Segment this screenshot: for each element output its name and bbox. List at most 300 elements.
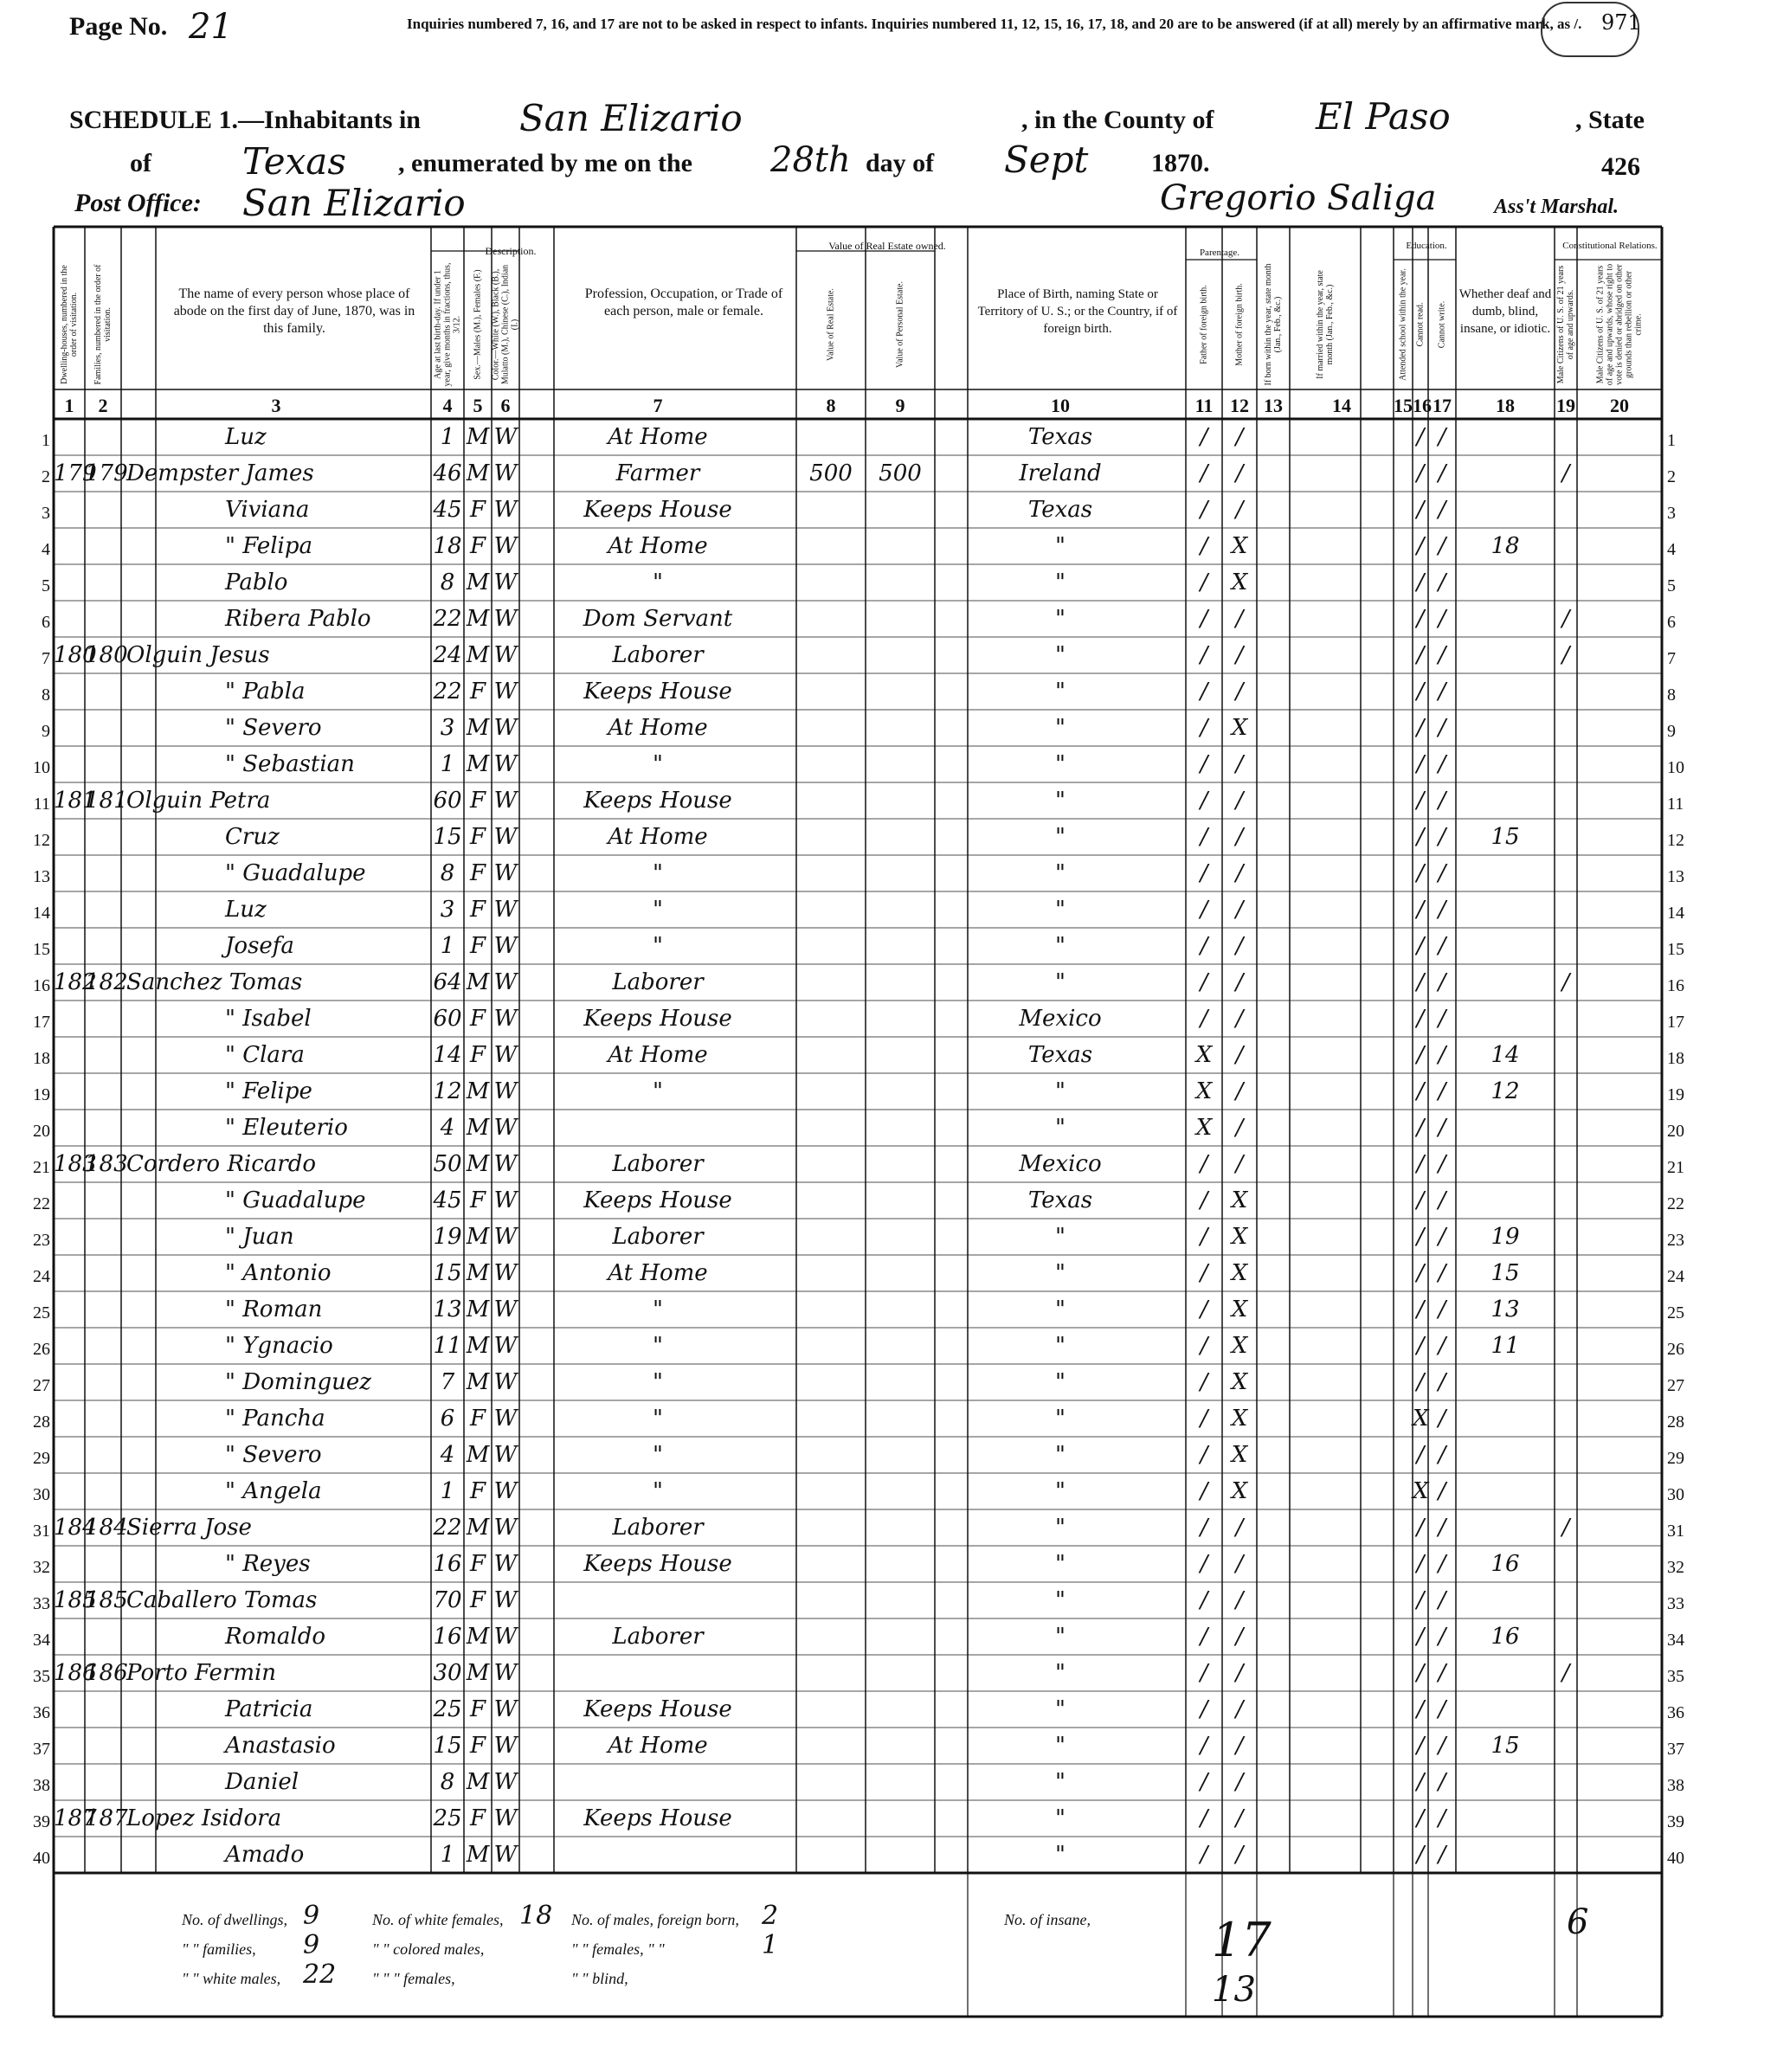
state-label: , State (1575, 106, 1645, 134)
row-number-right: 7 (1667, 649, 1676, 668)
person-name: " Reyes (225, 1551, 311, 1577)
cannot-read-mark: / (1416, 1151, 1425, 1177)
mother-foreign-mark: / (1235, 1515, 1244, 1541)
occupation: Keeps House (583, 679, 732, 705)
col-18-entry: 16 (1490, 1624, 1520, 1650)
person-name: Amado (225, 1842, 305, 1868)
place-of-birth: " (1055, 1733, 1066, 1759)
mother-foreign-mark: X (1231, 569, 1248, 595)
place-of-birth: " (1055, 897, 1066, 923)
white-females: 18 (519, 1901, 553, 1931)
age: 14 (433, 1042, 462, 1068)
column-number: 18 (1496, 395, 1515, 416)
males-foreign-label: No. of males, foreign born, (571, 1911, 739, 1928)
sex: M (466, 424, 490, 450)
occupation: " (653, 1442, 663, 1468)
enumerated-label: , enumerated by me on the (398, 149, 692, 177)
age: 1 (440, 751, 455, 777)
column-number: 13 (1264, 395, 1283, 416)
row-number-right: 9 (1667, 722, 1676, 741)
sex: M (466, 642, 490, 668)
color: W (493, 1660, 518, 1686)
occupation: " (653, 1406, 663, 1432)
dwelling-number: 186 (54, 1660, 97, 1686)
day: 28th (770, 140, 851, 180)
occupation: Laborer (612, 1224, 704, 1250)
cannot-read-mark: / (1416, 788, 1425, 814)
cannot-read-mark: / (1416, 1515, 1425, 1541)
row-number-left: 8 (42, 685, 50, 705)
row-number-right: 28 (1667, 1412, 1684, 1432)
post-office: San Elizario (242, 182, 466, 224)
col-18-entry: 12 (1490, 1078, 1520, 1104)
place-of-birth: " (1055, 1442, 1066, 1468)
row-number-left: 6 (42, 613, 50, 632)
age: 12 (433, 1078, 462, 1104)
father-foreign-mark: / (1200, 1297, 1208, 1322)
cannot-write-mark: / (1438, 715, 1446, 741)
cannot-write-mark: / (1438, 1551, 1446, 1577)
row-number-right: 8 (1667, 685, 1676, 705)
cannot-write-mark: / (1438, 533, 1446, 559)
mother-foreign-mark: X (1231, 1442, 1248, 1468)
cannot-write-mark: / (1438, 1478, 1446, 1504)
person-name: Ribera Pablo (225, 606, 371, 632)
cannot-write-mark: / (1438, 860, 1446, 886)
row-number-left: 21 (33, 1158, 50, 1177)
father-foreign-mark: / (1200, 497, 1208, 523)
person-name: Sierra Jose (126, 1515, 252, 1541)
post-office-label: Post Office: (74, 189, 202, 217)
row-number-right: 32 (1667, 1558, 1684, 1577)
place-of-birth: " (1055, 1224, 1066, 1250)
place-of-birth: Mexico (1019, 1151, 1102, 1177)
age: 1 (440, 1478, 455, 1504)
father-foreign-mark: / (1200, 424, 1208, 450)
males-foreign: 2 (762, 1901, 779, 1931)
father-foreign-mark: / (1200, 1842, 1208, 1868)
color: W (493, 860, 518, 886)
dwelling-number: 179 (54, 460, 97, 486)
mother-foreign-mark: / (1235, 751, 1244, 777)
col-8-header: Value of Real Estate. (826, 288, 836, 361)
age: 30 (433, 1660, 462, 1686)
person-name: Cruz (225, 824, 280, 850)
col-18-entry: 15 (1490, 1733, 1520, 1759)
person-name: " Pancha (225, 1406, 325, 1432)
person-name: " Dominguez (225, 1369, 371, 1395)
cannot-write-mark: / (1438, 1587, 1446, 1613)
sex: M (466, 1078, 490, 1104)
row-number-left: 3 (42, 504, 50, 523)
occupation: Laborer (612, 969, 704, 995)
education-group: Education. (1406, 241, 1447, 251)
row-number-right: 29 (1667, 1449, 1684, 1468)
person-name: " Eleuterio (225, 1115, 348, 1141)
occupation: Farmer (615, 460, 700, 486)
parentage-tally-a: 17 (1212, 1913, 1272, 1967)
person-name: Olguin Petra (126, 788, 271, 814)
cannot-read-mark: / (1416, 860, 1425, 886)
column-number: 2 (98, 395, 108, 416)
sex: F (469, 1006, 486, 1032)
occupation: Laborer (612, 1624, 704, 1650)
cannot-read-mark: / (1416, 1115, 1425, 1141)
marshal-label: Ass't Marshal. (1494, 196, 1619, 218)
father-foreign-mark: / (1200, 460, 1208, 486)
cannot-write-mark: / (1438, 1624, 1446, 1650)
cannot-read-mark: / (1416, 751, 1425, 777)
sex: M (466, 1660, 490, 1686)
sex: F (469, 1805, 486, 1831)
of-label: of (130, 149, 151, 177)
sex: F (469, 1406, 486, 1432)
dwelling-number: 182 (54, 969, 97, 995)
cannot-write-mark: / (1438, 1515, 1446, 1541)
col-18-entry: 16 (1490, 1551, 1520, 1577)
person-name: " Isabel (225, 1006, 312, 1032)
stamp-number: 426 (1601, 152, 1640, 181)
person-name: Dempster James (126, 460, 314, 486)
color: W (493, 1696, 518, 1722)
age: 4 (440, 1442, 455, 1468)
mother-foreign-mark: / (1235, 497, 1244, 523)
mother-foreign-mark: / (1235, 1733, 1244, 1759)
age: 8 (440, 569, 455, 595)
person-name: Luz (225, 424, 267, 450)
dwelling-number: 181 (54, 788, 97, 814)
father-foreign-mark: X (1195, 1078, 1213, 1104)
sex: F (469, 824, 486, 850)
mother-foreign-mark: / (1235, 1006, 1244, 1032)
insane-label: No. of insane, (1004, 1911, 1091, 1928)
cannot-write-mark: / (1438, 679, 1446, 705)
cannot-read-mark: / (1416, 606, 1425, 632)
column-number: 10 (1051, 395, 1070, 416)
cannot-write-mark: / (1438, 1769, 1446, 1795)
color: W (493, 424, 518, 450)
colored-males-label: " " colored males, (372, 1940, 485, 1958)
row-number-left: 18 (33, 1049, 50, 1068)
mother-foreign-mark: X (1231, 1260, 1248, 1286)
father-foreign-mark: / (1200, 1406, 1208, 1432)
age: 18 (433, 533, 462, 559)
age: 6 (440, 1406, 455, 1432)
father-foreign-mark: / (1200, 1660, 1208, 1686)
father-foreign-mark: / (1200, 679, 1208, 705)
sex: M (466, 460, 490, 486)
color: W (493, 1333, 518, 1359)
occupation: " (653, 1333, 663, 1359)
month: Sept (1004, 138, 1089, 181)
cannot-write-mark: / (1438, 1042, 1446, 1068)
color: W (493, 642, 518, 668)
father-foreign-mark: / (1200, 788, 1208, 814)
cannot-read-mark: / (1416, 1805, 1425, 1831)
row-number-right: 16 (1667, 976, 1684, 995)
row-number-left: 24 (33, 1267, 50, 1286)
cannot-write-mark: / (1438, 897, 1446, 923)
occupation: " (653, 569, 663, 595)
father-foreign-mark: / (1200, 642, 1208, 668)
color: W (493, 751, 518, 777)
place-of-birth: " (1055, 1260, 1066, 1286)
cannot-read-mark: / (1416, 715, 1425, 741)
cannot-read-mark: / (1416, 1224, 1425, 1250)
row-number-right: 36 (1667, 1703, 1684, 1722)
sex: M (466, 1297, 490, 1322)
color: W (493, 969, 518, 995)
occupation: " (653, 751, 663, 777)
parentage-group: Parentage. (1199, 248, 1240, 258)
row-number-left: 13 (33, 867, 50, 886)
row-number-left: 22 (33, 1194, 50, 1213)
person-name: Sanchez Tomas (126, 969, 303, 995)
cannot-read-mark: / (1416, 1442, 1425, 1468)
mother-foreign-mark: / (1235, 460, 1244, 486)
cannot-read-mark: / (1416, 1260, 1425, 1286)
person-name: " Ygnacio (225, 1333, 333, 1359)
row-number-right: 25 (1667, 1303, 1684, 1322)
cannot-read-mark: / (1416, 424, 1425, 450)
row-number-left: 5 (42, 576, 50, 595)
sex: M (466, 1842, 490, 1868)
mother-foreign-mark: / (1235, 897, 1244, 923)
place-of-birth: Mexico (1019, 1006, 1102, 1032)
value-group: Value of Real Estate owned. (828, 240, 946, 252)
sex: F (469, 1696, 486, 1722)
row-number-left: 27 (33, 1376, 50, 1395)
color: W (493, 1078, 518, 1104)
cannot-write-mark: / (1438, 1078, 1446, 1104)
occupation: Keeps House (583, 788, 732, 814)
father-foreign-mark: / (1200, 1624, 1208, 1650)
sex: F (469, 497, 486, 523)
occupation: " (653, 933, 663, 959)
place-of-birth: " (1055, 1478, 1066, 1504)
person-name: Romaldo (225, 1624, 325, 1650)
place-of-birth: " (1055, 1297, 1066, 1322)
row-number-right: 26 (1667, 1340, 1684, 1359)
column-number: 15 (1394, 395, 1413, 416)
place-of-birth: " (1055, 1406, 1066, 1432)
cannot-read-mark: / (1416, 969, 1425, 995)
row-number-left: 11 (33, 795, 50, 814)
father-foreign-mark: X (1195, 1115, 1213, 1141)
state: Texas (242, 140, 346, 183)
cannot-write-mark: / (1438, 606, 1446, 632)
personal-estate-value: 500 (879, 460, 922, 486)
mother-foreign-mark: / (1235, 1115, 1244, 1141)
father-foreign-mark: / (1200, 1551, 1208, 1577)
cannot-read-mark: / (1416, 1297, 1425, 1322)
page-no-label: Page No. (69, 12, 168, 41)
mother-foreign-mark: / (1235, 606, 1244, 632)
col-17-header: Cannot write. (1437, 300, 1447, 349)
cannot-read-mark: / (1416, 1769, 1425, 1795)
age: 13 (433, 1297, 462, 1322)
cannot-read-mark: / (1416, 1624, 1425, 1650)
family-number: 182 (85, 969, 128, 995)
col-14-header: If married within the year, state month (Jan., Feb., &c.) (1316, 270, 1335, 379)
person-name: Porto Fermin (126, 1660, 277, 1686)
row-number-right: 23 (1667, 1231, 1684, 1250)
age: 60 (433, 788, 462, 814)
row-number-left: 39 (33, 1812, 50, 1831)
person-name: " Sebastian (225, 751, 355, 777)
mother-foreign-mark: / (1235, 1696, 1244, 1722)
color: W (493, 1551, 518, 1577)
age: 46 (433, 460, 462, 486)
age: 19 (433, 1224, 462, 1250)
sex: M (466, 569, 490, 595)
place-of-birth: " (1055, 1115, 1066, 1141)
color: W (493, 1805, 518, 1831)
inquiry-note: Inquiries numbered 7, 16, and 17 are not to be asked in respect to infants. Inquiries numbered 11, 12, 15, 16, 17, 18, and 20 are to be answered (if at all) merely by an affirmative mark, as /. (407, 16, 1582, 32)
column-number: 1 (64, 395, 74, 416)
color: W (493, 1515, 518, 1541)
cannot-write-mark: / (1438, 1442, 1446, 1468)
age: 64 (433, 969, 462, 995)
cannot-read-mark: / (1416, 1042, 1425, 1068)
color: W (493, 1769, 518, 1795)
age: 22 (433, 679, 462, 705)
occupation: " (653, 1297, 663, 1322)
place-of-birth: Texas (1027, 1187, 1093, 1213)
mother-foreign-mark: / (1235, 679, 1244, 705)
citizen-mark: / (1561, 1660, 1570, 1686)
marshal-signature: Gregorio Saliga (1160, 178, 1437, 218)
row-number-right: 1 (1667, 431, 1676, 450)
row-number-right: 4 (1667, 540, 1676, 559)
col-11-header: Father of foreign birth. (1199, 285, 1209, 364)
sex: M (466, 715, 490, 741)
mother-foreign-mark: / (1235, 1551, 1244, 1577)
row-number-right: 21 (1667, 1158, 1684, 1177)
person-name: Viviana (225, 497, 310, 523)
father-foreign-mark: / (1200, 969, 1208, 995)
row-number-left: 19 (33, 1085, 50, 1104)
row-number-right: 14 (1667, 904, 1684, 923)
cannot-write-mark: / (1438, 1115, 1446, 1141)
row-number-left: 20 (33, 1122, 50, 1141)
age: 7 (440, 1369, 455, 1395)
dwelling-number: 184 (54, 1515, 97, 1541)
color: W (493, 1442, 518, 1468)
cannot-read-mark: / (1416, 1333, 1425, 1359)
row-number-left: 2 (42, 467, 50, 486)
white-males: 22 (303, 1959, 337, 1990)
occupation: Keeps House (583, 1696, 732, 1722)
row-number-left: 12 (33, 831, 50, 850)
col-9-header: Value of Personal Estate. (895, 281, 905, 368)
father-foreign-mark: / (1200, 1224, 1208, 1250)
cannot-read-mark: / (1416, 497, 1425, 523)
occupation: " (653, 897, 663, 923)
row-number-left: 34 (33, 1631, 50, 1650)
corner-number: 971 (1601, 10, 1641, 35)
sex: F (469, 788, 486, 814)
place-of-birth: " (1055, 824, 1066, 850)
row-number-right: 10 (1667, 758, 1684, 777)
family-number: 181 (85, 788, 128, 814)
col-18-entry: 11 (1490, 1333, 1520, 1359)
father-foreign-mark: / (1200, 1333, 1208, 1359)
cannot-write-mark: / (1438, 460, 1446, 486)
place-of-birth: Texas (1027, 424, 1093, 450)
color: W (493, 715, 518, 741)
white-males-label: " " white males, (182, 1970, 281, 1987)
cannot-write-mark: / (1438, 1369, 1446, 1395)
citizen-mark: / (1561, 969, 1570, 995)
cannot-read-mark: / (1416, 1587, 1425, 1613)
county-label: , in the County of (1021, 106, 1214, 134)
occupation: Laborer (612, 1151, 704, 1177)
row-number-right: 24 (1667, 1267, 1684, 1286)
age: 1 (440, 1842, 455, 1868)
father-foreign-mark: / (1200, 1006, 1208, 1032)
color: W (493, 788, 518, 814)
row-number-right: 20 (1667, 1122, 1684, 1141)
row-number-left: 17 (33, 1013, 50, 1032)
sex: M (466, 1115, 490, 1141)
place-of-birth: " (1055, 1515, 1066, 1541)
row-number-right: 3 (1667, 504, 1676, 523)
mother-foreign-mark: / (1235, 424, 1244, 450)
column-number: 11 (1194, 395, 1214, 416)
row-number-right: 12 (1667, 831, 1684, 850)
column-number: 20 (1610, 395, 1629, 416)
age: 24 (433, 642, 462, 668)
father-foreign-mark: / (1200, 1442, 1208, 1468)
age: 16 (433, 1551, 462, 1577)
father-foreign-mark: / (1200, 569, 1208, 595)
row-number-left: 32 (33, 1558, 50, 1577)
age: 25 (433, 1696, 462, 1722)
cannot-write-mark: / (1438, 751, 1446, 777)
row-number-right: 5 (1667, 576, 1676, 595)
mother-foreign-mark: X (1231, 1369, 1248, 1395)
occupation: " (653, 1478, 663, 1504)
father-foreign-mark: / (1200, 824, 1208, 850)
column-number: 14 (1332, 395, 1351, 416)
row-number-left: 14 (33, 904, 50, 923)
person-name: Anastasio (225, 1733, 336, 1759)
age: 16 (433, 1624, 462, 1650)
color: W (493, 1406, 518, 1432)
place-of-birth: " (1055, 788, 1066, 814)
sex: F (469, 1587, 486, 1613)
row-number-left: 15 (33, 940, 50, 959)
dwelling-number: 185 (54, 1587, 97, 1613)
col-18-entry: 13 (1490, 1297, 1520, 1322)
color: W (493, 606, 518, 632)
cannot-write-mark: / (1438, 1006, 1446, 1032)
father-foreign-mark: / (1200, 1187, 1208, 1213)
col-1-header: Dwelling-houses, numbered in the order of visitation. (60, 265, 79, 384)
cannot-read-mark: / (1416, 1006, 1425, 1032)
cannot-write-mark: / (1438, 788, 1446, 814)
father-foreign-mark: / (1200, 751, 1208, 777)
color: W (493, 933, 518, 959)
row-number-right: 15 (1667, 940, 1684, 959)
age: 8 (440, 860, 455, 886)
constitutional-group: Constitutional Relations. (1562, 241, 1658, 251)
father-foreign-mark: / (1200, 1696, 1208, 1722)
father-foreign-mark: / (1200, 1478, 1208, 1504)
color: W (493, 1260, 518, 1286)
cannot-write-mark: / (1438, 1842, 1446, 1868)
